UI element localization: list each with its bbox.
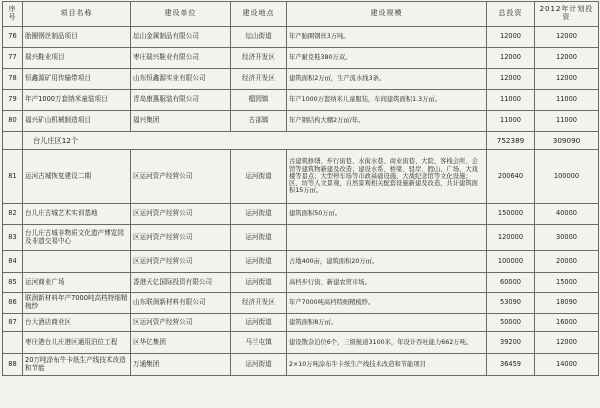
header-location: 建设地点 <box>231 2 287 27</box>
construction-unit: 万通集团 <box>131 354 231 376</box>
construction-scale: 高档步行街、新建农贸市场。 <box>287 273 487 293</box>
construction-unit: 山东联润新材料有限公司 <box>131 293 231 314</box>
total-investment: 150000 <box>487 204 535 225</box>
header-unit: 建设单位 <box>131 2 231 27</box>
construction-unit: 区运河资产经营公司 <box>131 150 231 204</box>
plan-investment: 30000 <box>535 225 599 251</box>
construction-scale: 年产7000吨高档特细精梳纱。 <box>287 293 487 314</box>
construction-unit: 山东恒鑫源实业有限公司 <box>131 69 231 90</box>
construction-unit: 区运河资产经营公司 <box>131 314 231 332</box>
construction-unit: 青岛康惠服装有限公司 <box>131 90 231 111</box>
row-number: 78 <box>3 69 23 90</box>
construction-scale: 建筑面积50万㎡。 <box>287 204 487 225</box>
construction-unit: 区运河资产经营公司 <box>131 204 231 225</box>
table-row <box>3 225 599 251</box>
total-investment: 120000 <box>487 225 535 251</box>
plan-investment: 100000 <box>535 150 599 204</box>
total-investment: 50000 <box>487 314 535 332</box>
header-scale: 建设规模 <box>287 2 487 27</box>
total-investment: 39200 <box>487 332 535 354</box>
construction-scale: 建设散杂泊位6个，三级航道3100米，年设计吞吐能力662万吨。 <box>287 332 487 354</box>
construction-unit: 区运河资产经营公司 <box>131 251 231 273</box>
plan-investment: 20000 <box>535 251 599 273</box>
construction-scale: 2×10万吨涂布牛卡纸生产线技术改造和节能项目 <box>287 354 487 376</box>
project-name: 恒鑫源矿用传输带项目 <box>23 69 131 90</box>
total-investment: 12000 <box>487 48 535 69</box>
construction-location: 经济开发区 <box>231 48 287 69</box>
header-no: 序号 <box>3 2 23 27</box>
row-number: 83 <box>3 225 23 251</box>
plan-investment: 18090 <box>535 293 599 314</box>
project-name: 联润新材料年产7000吨高档特细精梳纱 <box>23 293 131 314</box>
header-name: 项目名称 <box>23 2 131 27</box>
construction-location: 运河街道 <box>231 225 287 251</box>
table-row <box>3 111 599 132</box>
header-total: 总投资 <box>487 2 535 27</box>
table-row <box>3 293 599 314</box>
project-name: 胎圈钢丝制品项目 <box>23 27 131 48</box>
table-row <box>3 332 599 354</box>
construction-scale: 建筑面积2万㎡，生产流水线3条。 <box>287 69 487 90</box>
project-name: 台大酒店商业区 <box>23 314 131 332</box>
project-name <box>23 251 131 273</box>
total-investment: 11000 <box>487 90 535 111</box>
section-row <box>3 132 599 150</box>
construction-location: 古邵镇 <box>231 111 287 132</box>
project-name: 运河商业广场 <box>23 273 131 293</box>
construction-unit: 枣庄瑞兴鞋业有限公司 <box>131 48 231 69</box>
total-investment: 53090 <box>487 293 535 314</box>
construction-location: 运河街道 <box>231 251 287 273</box>
row-number: 80 <box>3 111 23 132</box>
construction-unit: 坛山金属制品有限公司 <box>131 27 231 48</box>
plan-investment: 40000 <box>535 204 599 225</box>
row-number: 84 <box>3 251 23 273</box>
total-investment: 12000 <box>487 27 535 48</box>
header-plan: 2012年计划投资 <box>535 2 599 27</box>
plan-investment: 12000 <box>535 332 599 354</box>
project-name: 运河古城恢复建设二期 <box>23 150 131 204</box>
project-name: 年产1000万套纳米童装项目 <box>23 90 131 111</box>
construction-scale <box>287 225 487 251</box>
construction-location: 运河街道 <box>231 150 287 204</box>
section-title: 台儿庄区12个 <box>23 132 487 150</box>
construction-location: 经济开发区 <box>231 69 287 90</box>
project-name: 台儿庄古城艺术实训基地 <box>23 204 131 225</box>
row-number: 82 <box>3 204 23 225</box>
construction-scale: 年产耐克鞋380万双。 <box>287 48 487 69</box>
row-number <box>3 332 23 354</box>
table-row <box>3 90 599 111</box>
total-investment: 100000 <box>487 251 535 273</box>
total-investment: 12000 <box>487 69 535 90</box>
table-row <box>3 48 599 69</box>
construction-scale: 古建筑修缮、步行街巷、水街水巷、商业街巷、大院、客栈会所、会馆等建筑物新建及改造；建设水系、桥梁、驳岸、假山、广场、大戏楼等景点；大型停车场等市政基础设施，大战纪念馆等文化设施；区、坊等人文景观，自然景观相关配套设施新建及改造，共计建筑面积15万㎡。 <box>287 150 487 204</box>
plan-investment: 15000 <box>535 273 599 293</box>
project-name: 枣庄港台儿庄港区通用泊位工程 <box>23 332 131 354</box>
table-row <box>3 150 599 204</box>
table-row <box>3 27 599 48</box>
plan-investment: 12000 <box>535 48 599 69</box>
table-row <box>3 204 599 225</box>
construction-scale: 建筑面积8万㎡。 <box>287 314 487 332</box>
section-plan: 309090 <box>535 132 599 150</box>
plan-investment: 16000 <box>535 314 599 332</box>
project-name: 瑞兴鞋业项目 <box>23 48 131 69</box>
plan-investment: 11000 <box>535 111 599 132</box>
project-name: 台儿庄古城非物质文化遗产博览园及非遗交易中心 <box>23 225 131 251</box>
construction-location: 运河街道 <box>231 354 287 376</box>
total-investment: 60000 <box>487 273 535 293</box>
table-row <box>3 314 599 332</box>
construction-location: 坛山街道 <box>231 27 287 48</box>
construction-scale: 年产钢结构大棚2万㎡/年。 <box>287 111 487 132</box>
construction-unit: 区华亿集团 <box>131 332 231 354</box>
plan-investment: 12000 <box>535 69 599 90</box>
plan-investment: 12000 <box>535 27 599 48</box>
construction-scale: 占地400亩，建筑面积20万㎡。 <box>287 251 487 273</box>
project-name: 福兴矿山机械制造项目 <box>23 111 131 132</box>
construction-unit: 区运河资产经营公司 <box>131 225 231 251</box>
construction-location: 马兰屯镇 <box>231 332 287 354</box>
construction-unit: 福兴集团 <box>131 111 231 132</box>
construction-scale: 年产胎圈钢丝3万吨。 <box>287 27 487 48</box>
construction-location: 榴园镇 <box>231 90 287 111</box>
row-number: 77 <box>3 48 23 69</box>
table-row <box>3 251 599 273</box>
construction-unit: 香港天亿国际投资有限公司 <box>131 273 231 293</box>
row-number: 76 <box>3 27 23 48</box>
total-investment: 11000 <box>487 111 535 132</box>
row-number: 88 <box>3 354 23 376</box>
construction-location: 运河街道 <box>231 314 287 332</box>
construction-location: 经济开发区 <box>231 293 287 314</box>
total-investment: 200640 <box>487 150 535 204</box>
table-row <box>3 273 599 293</box>
row-number: 85 <box>3 273 23 293</box>
investment-table <box>2 1 599 376</box>
total-investment: 36459 <box>487 354 535 376</box>
row-number: 81 <box>3 150 23 204</box>
section-total: 752389 <box>487 132 535 150</box>
project-name: 20万吨涂布牛卡纸生产线技术改造和节能 <box>23 354 131 376</box>
row-number: 87 <box>3 314 23 332</box>
construction-location: 运河街道 <box>231 273 287 293</box>
row-number: 86 <box>3 293 23 314</box>
plan-investment: 11000 <box>535 90 599 111</box>
header-row <box>3 2 599 27</box>
row-number: 79 <box>3 90 23 111</box>
table-row <box>3 69 599 90</box>
construction-location: 运河街道 <box>231 204 287 225</box>
table-row <box>3 354 599 376</box>
construction-scale: 年产1000万套纳米儿童服装，车间建筑面积1.3万㎡。 <box>287 90 487 111</box>
plan-investment: 14000 <box>535 354 599 376</box>
